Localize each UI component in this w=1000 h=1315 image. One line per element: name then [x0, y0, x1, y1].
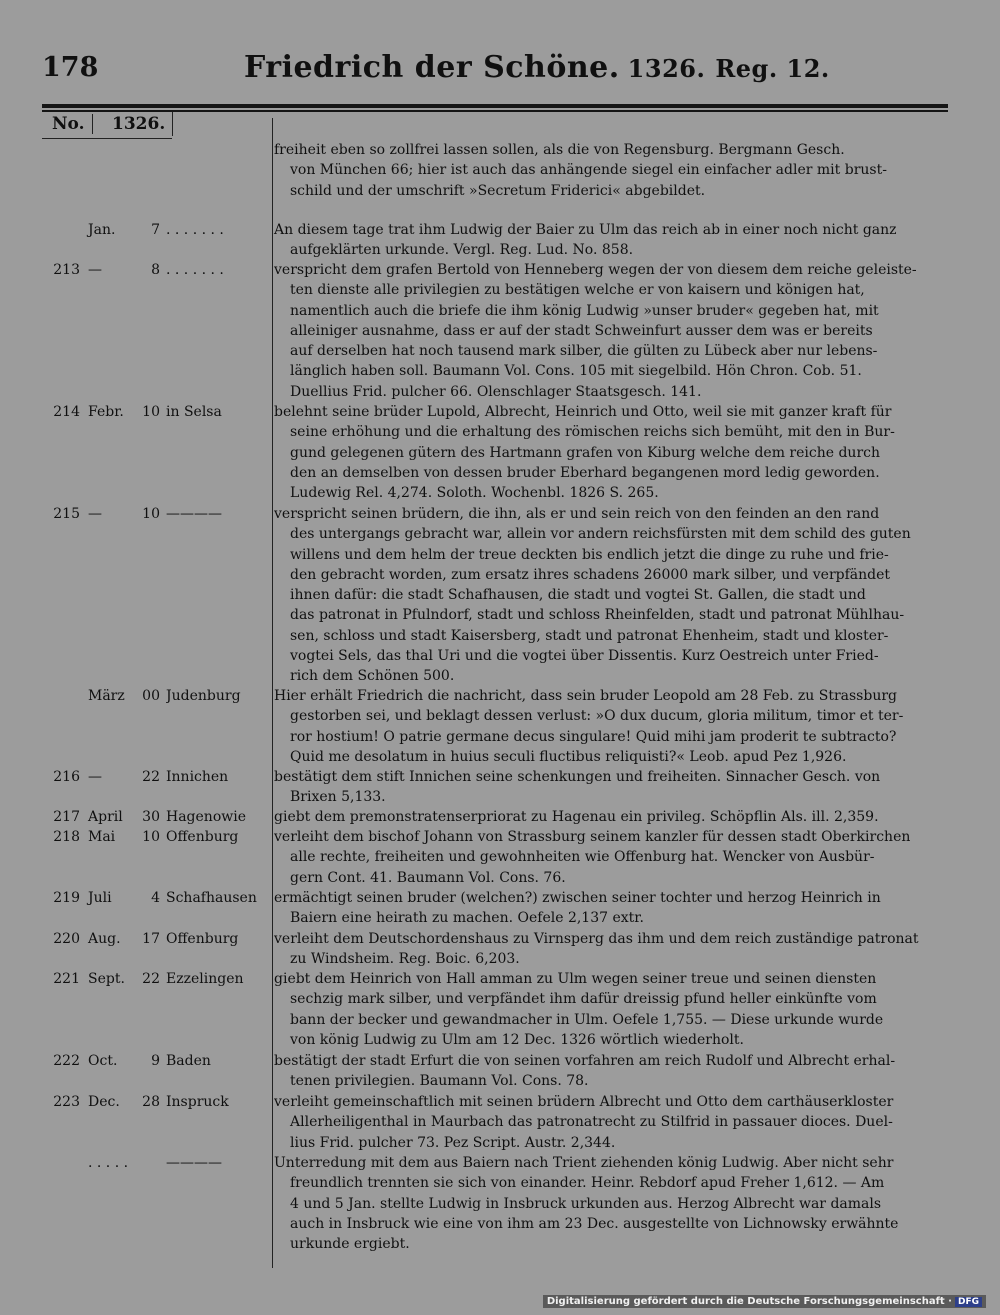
entry-text-line: Ludewig Rel. 4,274. Soloth. Wochenbl. 1826 S. 265. — [290, 485, 659, 502]
entry-text-line: An diesem tage trat ihm Ludwig der Baier zu Ulm das reich ab in einer noch nicht ganz — [274, 222, 897, 238]
entry-date — [88, 402, 160, 422]
entry-text-line: vogtei Sels, das thal Uri und die vogtei über Dissentis. Kurz Oestreich unter Fried- — [290, 648, 879, 665]
entry-text-line: willens und dem helm der treue deckten bis endlich jetzt die dinge zu ruhe und frie- — [290, 546, 889, 563]
entry-text — [274, 767, 946, 808]
entry-text — [274, 929, 946, 970]
entry-text-line: ihnen dafür: die stadt Schafhausen, die stadt und vogtei St. Gallen, die stadt und — [290, 587, 866, 604]
entry-text-line: bann der becker und gewandmacher in Ulm. Oefele 1,755. — Diese urkunde wurde — [290, 1011, 884, 1028]
entry-month: . . . . . — [88, 1155, 129, 1171]
entry-text — [274, 504, 946, 687]
entry-text-line: sen, schloss und stadt Kaisersberg, stadt und patronat Ehenheim, stadt und kloster- — [290, 627, 889, 644]
entry-text — [274, 969, 946, 1050]
entry-text — [274, 140, 946, 201]
entry-number: 221 — [53, 971, 80, 987]
entry-place: Baden — [166, 1053, 211, 1069]
entry-place: ———— — [166, 506, 222, 522]
entry-date — [88, 504, 160, 524]
entry-place: Schafhausen — [166, 890, 257, 906]
entry-place: ———— — [166, 1155, 222, 1171]
entry-month: — — [88, 506, 102, 522]
entry-text-line: belehnt seine brüder Lupold, Albrecht, Heinrich und Otto, weil sie mit ganzer kraft für — [274, 404, 892, 420]
entry-month: Dec. — [88, 1094, 120, 1110]
entry-place: Hagenowie — [166, 809, 246, 825]
entry-text-line: ermächtigt seinen bruder (welchen?) zwischen seiner tochter und herzog Heinrich in — [274, 890, 881, 906]
entry-place: Offenburg — [166, 829, 239, 845]
entry-text — [274, 402, 946, 503]
entry-text-line: verspricht dem grafen Bertold von Henneberg wegen der von diesem dem reiche geleiste- — [274, 262, 917, 278]
entry-date — [88, 969, 160, 989]
footer-credit-text: Digitalisierung gefördert durch die Deutsche Forschungsgemeinschaft · — [546, 1296, 952, 1307]
entry-number: 215 — [53, 506, 80, 522]
entry-text — [274, 888, 946, 929]
entry-month: Sept. — [88, 971, 125, 987]
entry-text-line: bestätigt der stadt Erfurt die von seinen vorfahren am reich Rudolf und Albrecht erhal- — [274, 1053, 896, 1069]
entry-text — [274, 1051, 946, 1092]
entry-text-line: ror hostium! O patrie germane decus singulare! Quid mihi jam proderit te subtracto? — [290, 728, 897, 745]
entry-number: 223 — [53, 1094, 80, 1110]
entry-text — [274, 260, 946, 402]
entry-text — [274, 220, 946, 261]
entry-day: 9 — [151, 1053, 160, 1069]
entry-place: Offenburg — [166, 931, 239, 947]
entry-text-line: gern Cont. 41. Baumann Vol. Cons. 76. — [290, 869, 566, 886]
entry-text-line: gestorben sei, und beklagt dessen verlust: »O dux ducum, gloria militum, timor et ter- — [290, 708, 904, 725]
entry-date — [88, 220, 160, 240]
entry-text-line: freiheit eben so zollfrei lassen sollen, als die von Regensburg. Bergmann Gesch. — [274, 142, 845, 158]
entry-text-line: urkunde ergiebt. — [290, 1236, 410, 1253]
entry-day: 10 — [142, 829, 160, 845]
entry-text-line: giebt dem premonstratenserpriorat zu Hagenau ein privileg. Schöpflin Als. ill. 2,359. — [274, 809, 879, 825]
entry-number: 214 — [53, 404, 80, 420]
entry-text-line: bestätigt dem stift Innichen seine schenkungen und freiheiten. Sinnacher Gesch. von — [274, 769, 881, 785]
entry-text-line: Duellius Frid. pulcher 66. Olenschlager Staatsgesch. 141. — [290, 383, 702, 400]
entry-number: 216 — [53, 769, 80, 785]
entry-date — [88, 888, 160, 908]
entry-text-line: alleiniger ausnahme, dass er auf der stadt Schweinfurt ausser dem was er bereits — [290, 322, 873, 339]
entry-place: . . . . . . . — [166, 222, 224, 238]
entry-number: 213 — [53, 262, 80, 278]
entry-month: Febr. — [88, 404, 124, 420]
header-rule — [42, 104, 948, 108]
entry-number: 220 — [53, 931, 80, 947]
entry-text-line: den an demselben von dessen bruder Eberhard begangenen mord ledig geworden. — [290, 464, 880, 481]
entry-month: Oct. — [88, 1053, 118, 1069]
entry-text-line: zu Windsheim. Reg. Boic. 6,203. — [290, 951, 520, 968]
entry-place: . . . . . . . — [166, 262, 224, 278]
entry-day: 28 — [142, 1094, 160, 1110]
entry-month: März — [88, 688, 125, 704]
entry-text-line: Unterredung mit dem aus Baiern nach Trient ziehenden könig Ludwig. Aber nicht sehr — [274, 1155, 894, 1171]
entry-text-line: rich dem Schönen 500. — [290, 668, 455, 685]
entry-date — [88, 929, 160, 949]
entry-text-line: Allerheiligenthal in Maurbach das patronatrecht zu Stilfrid in passauer dioces. Duel- — [290, 1114, 893, 1131]
entry-place: Innichen — [166, 769, 229, 785]
header-rule-thin — [42, 110, 948, 112]
entry-text-line: auch in Insbruck wie eine von ihm am 23 Dec. ausgestellte von Lichnowsky erwähnte — [290, 1215, 899, 1232]
entry-text-line: das patronat in Pfulndorf, stadt und schloss Rheinfelden, stadt und patronat Mühlhau- — [290, 607, 905, 624]
entry-day: 10 — [142, 404, 160, 420]
entry-number: 217 — [53, 809, 80, 825]
entry-date — [88, 260, 160, 280]
entry-text-line: gund gelegenen gütern des Hartmann grafen von Kiburg welche dem reiche durch — [290, 444, 880, 461]
entry-day: 00 — [142, 688, 160, 704]
entry-text-line: verleiht dem bischof Johann von Strassburg seinem kanzler für dessen stadt Oberkirchen — [274, 829, 911, 845]
entry-date — [88, 807, 160, 827]
entry-place: Inspruck — [166, 1094, 229, 1110]
entry-place: Ezzelingen — [166, 971, 244, 987]
column-divider-no — [92, 114, 93, 134]
entry-date — [88, 827, 160, 847]
entry-day: 30 — [142, 809, 160, 825]
page-title-name: Friedrich der Schöne. — [244, 50, 620, 85]
entry-date — [88, 1092, 160, 1112]
entry-month: Jan. — [88, 222, 116, 238]
entry-number: 218 — [53, 829, 80, 845]
entry-day: 4 — [151, 890, 160, 906]
entry-text-line: Quid me desolatum in huius seculi fluctibus reliquisti?« Leob. apud Pez 1,926. — [290, 748, 847, 765]
dfg-logo-icon: DFG — [955, 1297, 982, 1307]
entry-place: Judenburg — [166, 688, 241, 704]
entry-text-line: giebt dem Heinrich von Hall amman zu Ulm wegen seiner treue und seinen diensten — [274, 971, 877, 987]
column-divider-date — [172, 112, 173, 136]
entry-text — [274, 1092, 946, 1153]
entry-text — [274, 1153, 946, 1254]
entry-text-line: 4 und 5 Jan. stellte Ludwig in Insbruck urkunden aus. Herzog Albrecht war damals — [290, 1195, 882, 1212]
entry-text-line: von München 66; hier ist auch das anhängende siegel ein einfacher adler mit brust- — [290, 162, 887, 179]
entry-date — [88, 1153, 160, 1173]
entry-month: Aug. — [88, 931, 121, 947]
entry-date — [88, 767, 160, 787]
entry-month: — — [88, 769, 102, 785]
page-number: 178 — [42, 52, 99, 83]
entry-text-line: Brixen 5,133. — [290, 789, 386, 806]
entry-day: 17 — [142, 931, 160, 947]
entry-month: April — [88, 809, 123, 825]
entry-day: 22 — [142, 769, 160, 785]
entry-text — [274, 686, 946, 767]
entry-day: 10 — [142, 506, 160, 522]
column-head-no: No. — [52, 114, 85, 134]
entry-date — [88, 1051, 160, 1071]
entry-day: 8 — [151, 262, 160, 278]
entry-day: 22 — [142, 971, 160, 987]
entry-text-line: lius Frid. pulcher 73. Pez Script. Austr. 2,344. — [290, 1134, 616, 1151]
entry-month: — — [88, 262, 102, 278]
footer-credit — [543, 1295, 986, 1308]
entry-text-line: sechzig mark silber, und verpfändet ihm dafür dreissig pfund heller einkünfte vom — [290, 991, 877, 1008]
entry-text-line: freundlich trennten sie sich von einander. Heinr. Rebdorf apud Freher 1,612. — Am — [290, 1175, 885, 1192]
entry-place: in Selsa — [166, 404, 222, 420]
entry-text — [274, 807, 946, 827]
entry-date — [88, 686, 160, 706]
entry-text-line: alle rechte, freiheiten und gewohnheiten wie Offenburg hat. Wencker von Ausbür- — [290, 849, 875, 866]
entry-text-line: verleiht gemeinschaftlich mit seinen brüdern Albrecht und Otto dem carthäuserkloster — [274, 1094, 894, 1110]
entry-text-line: seine erhöhung und die erhaltung des römischen reichs sich bemüht, mit den in Bur- — [290, 424, 895, 441]
entry-text-line: ten dienste alle privilegien zu bestätigen welche er von kaisern und königen hat, — [290, 282, 865, 299]
entry-month: Juli — [88, 890, 112, 906]
page-title-reg: Reg. 12. — [715, 54, 830, 83]
entry-number: 219 — [53, 890, 80, 906]
entry-month: Mai — [88, 829, 116, 845]
entry-text-line: Hier erhält Friedrich die nachricht, dass sein bruder Leopold am 28 Feb. zu Strassburg — [274, 688, 897, 704]
column-head-year: 1326. — [112, 114, 166, 134]
entry-text-line: auf derselben hat noch tausend mark silber, die gülten zu Lübeck aber nur lebens- — [290, 343, 878, 360]
entry-text-line: den gebracht worden, zum ersatz ihres schadens 26000 mark silber, und verpfändet — [290, 566, 891, 583]
entry-text-line: verleiht dem Deutschordenshaus zu Virnsperg das ihm und dem reich zuständige patronat — [274, 931, 919, 947]
entry-text-line: Baiern eine heirath zu machen. Oefele 2,137 extr. — [290, 910, 644, 927]
entry-text-line: tenen privilegien. Baumann Vol. Cons. 78. — [290, 1073, 589, 1090]
column-divider-text — [272, 118, 273, 1268]
entry-text — [274, 827, 946, 888]
page-title-year: 1326. — [627, 54, 706, 83]
entry-text-line: aufgeklärten urkunde. Vergl. Reg. Lud. No. 858. — [290, 242, 634, 259]
entry-text-line: länglich haben soll. Baumann Vol. Cons. 105 mit siegelbild. Hön Chron. Cob. 51. — [290, 363, 862, 380]
page-title — [244, 50, 830, 85]
entry-text-line: schild und der umschrift »Secretum Friderici« abgebildet. — [290, 182, 706, 199]
entry-text-line: des untergangs gebracht war, allein vor andern reichsfürsten mit dem schild des guten — [290, 526, 911, 543]
entry-text-line: verspricht seinen brüdern, die ihn, als er und sein reich von den feinden an den rand — [274, 506, 880, 522]
entry-day: 7 — [151, 222, 160, 238]
entry-text-line: von könig Ludwig zu Ulm am 12 Dec. 1326 wörtlich wiederholt. — [290, 1031, 744, 1048]
entry-text-line: namentlich auch die briefe die ihm könig Ludwig »unser bruder« gegeben hat, mit — [290, 302, 879, 319]
entry-number: 222 — [53, 1053, 80, 1069]
column-head-divider — [42, 138, 172, 139]
